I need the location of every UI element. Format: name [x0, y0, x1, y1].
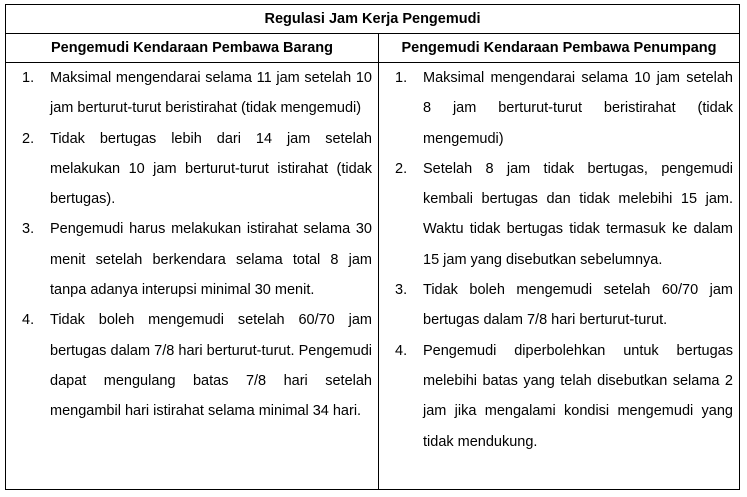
item-number: 2.	[395, 160, 408, 177]
list-item	[379, 336, 739, 457]
item-text: Maksimal mengendarai selama 11 jam setelah 10 jam berturut-turut beristirahat (tidak mengemudi)	[50, 70, 372, 117]
item-text: Maksimal mengendarai selama 10 jam setelah 8 jam berturut-turut beristirahat (tidak mengemudi)	[423, 70, 733, 147]
goods-rules-list	[6, 63, 378, 427]
passenger-rules-list	[379, 63, 739, 457]
item-text: Tidak boleh mengemudi setelah 60/70 jam bertugas dalam 7/8 hari berturut-turut. Pengemudi dapat mengulang batas 7/8 hari setelah mengambil hari istirahat selama minimal 34 hari.	[50, 312, 372, 420]
item-number: 3.	[395, 282, 408, 299]
list-item	[6, 305, 378, 426]
item-number: 1.	[395, 70, 408, 86]
list-item	[6, 214, 378, 305]
item-number: 1.	[22, 70, 35, 86]
column-header-passenger: Pengemudi Kendaraan Pembawa Penumpang	[379, 34, 740, 63]
item-number: 4.	[395, 342, 408, 359]
item-text: Pengemudi harus melakukan istirahat selama 30 menit setelah berkendara selama total 8 jam tanpa adanya interupsi minimal 30 menit.	[50, 221, 372, 299]
header-row	[6, 34, 740, 63]
item-number: 2.	[22, 130, 35, 147]
list-item	[379, 154, 739, 275]
item-number: 4.	[22, 312, 35, 329]
item-text: Pengemudi diperbolehkan untuk bertugas melebihi batas yang telah disebutkan selama 2 jam jika mengalami kondisi mengemudi yang tidak mendukung.	[423, 342, 733, 450]
list-item	[379, 275, 739, 336]
item-text: Tidak boleh mengemudi setelah 60/70 jam bertugas dalam 7/8 hari berturut-turut.	[423, 282, 733, 329]
title-row	[6, 5, 740, 34]
regulation-table	[5, 4, 740, 490]
passenger-rules-cell	[379, 63, 740, 490]
item-text: Setelah 8 jam tidak bertugas, pengemudi kembali bertugas dan tidak melebihi 15 jam. Waktu tidak bertugas tidak termasuk ke dalam 15 jam yang disebutkan sebelumnya.	[423, 160, 733, 268]
list-item	[379, 63, 739, 154]
list-item	[6, 124, 378, 215]
column-header-goods: Pengemudi Kendaraan Pembawa Barang	[6, 34, 379, 63]
body-row	[6, 63, 740, 490]
item-number: 3.	[22, 221, 35, 238]
item-text: Tidak bertugas lebih dari 14 jam setelah melakukan 10 jam berturut-turut istirahat (tidak bertugas).	[50, 130, 372, 208]
list-item	[6, 63, 378, 124]
goods-rules-cell	[6, 63, 379, 490]
table-title: Regulasi Jam Kerja Pengemudi	[6, 5, 740, 34]
